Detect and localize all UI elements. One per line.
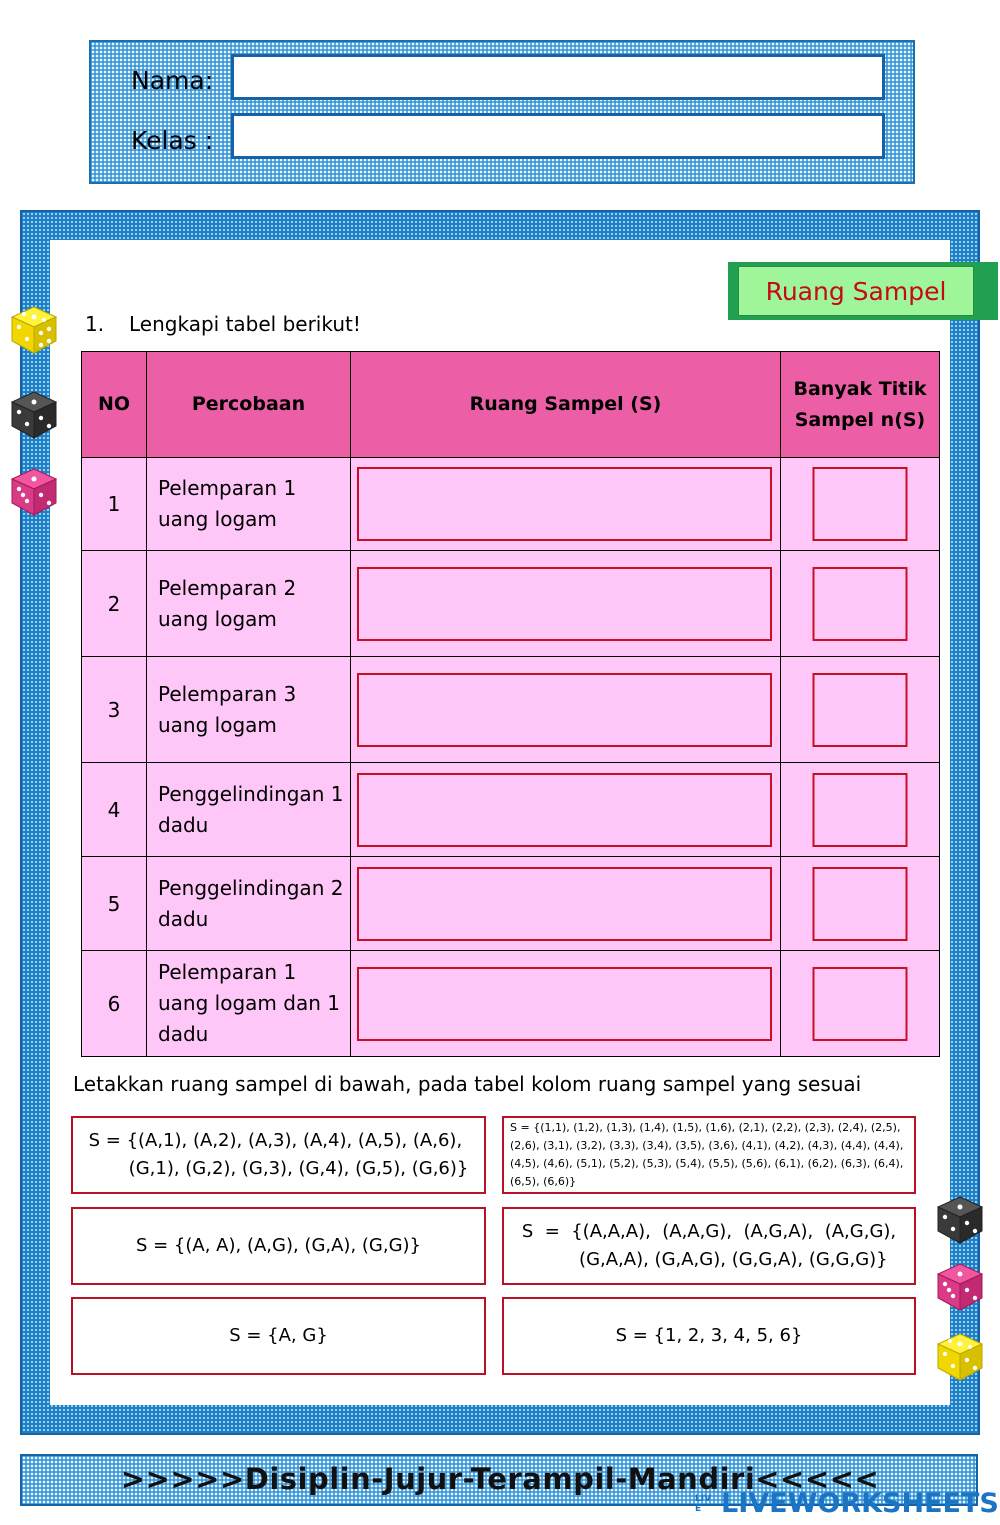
watermark-logo: LIVE — [695, 1493, 712, 1514]
instruction-number: 1. — [85, 312, 105, 336]
count-input[interactable] — [813, 673, 908, 747]
table-row — [82, 763, 940, 857]
sample-space-drop-zone[interactable] — [357, 567, 772, 641]
sample-space-cell — [351, 763, 781, 857]
count-cell — [781, 763, 940, 857]
sample-space-table — [81, 351, 940, 1057]
table-header-row — [82, 352, 940, 458]
count-cell — [781, 551, 940, 657]
answer-card-coin-and-die[interactable] — [71, 1116, 486, 1194]
yellow-dice-icon — [8, 303, 60, 355]
row-trial: Pelemparan 2 uang logam — [147, 551, 351, 657]
table-row — [82, 951, 940, 1057]
count-cell — [781, 458, 940, 551]
pink-dice-icon — [934, 1260, 986, 1312]
section-title: Ruang Sampel — [738, 266, 974, 316]
liveworksheets-watermark — [695, 1488, 999, 1519]
row-trial: Penggelindingan 2 dadu — [147, 857, 351, 951]
row-no: 2 — [82, 551, 147, 657]
sample-space-cell — [351, 657, 781, 763]
count-input[interactable] — [813, 967, 908, 1041]
row-no: 1 — [82, 458, 147, 551]
black-dice-icon — [8, 388, 60, 440]
sample-space-cell — [351, 951, 781, 1057]
drag-instruction: Letakkan ruang sampel di bawah, pada tabel kolom ruang sampel yang sesuai — [73, 1072, 862, 1096]
name-input[interactable] — [231, 54, 885, 100]
header-count — [781, 352, 940, 458]
student-info-header — [89, 40, 915, 184]
footer-motto: >>>>>Disiplin-Jujur-Terampil-Mandiri<<<<< — [120, 1462, 880, 1496]
sample-space-drop-zone[interactable] — [357, 467, 772, 541]
count-input[interactable] — [813, 567, 908, 641]
class-input[interactable] — [231, 113, 885, 159]
answer-text: S = {1, 2, 3, 4, 5, 6} — [615, 1325, 803, 1346]
sample-space-drop-zone[interactable] — [357, 673, 772, 747]
row-no: 5 — [82, 857, 147, 951]
row-trial: Penggelindingan 1 dadu — [147, 763, 351, 857]
yellow-dice-icon — [934, 1330, 986, 1382]
count-cell — [781, 951, 940, 1057]
count-cell — [781, 657, 940, 763]
header-count-text: Banyak Titik Sampel n(S) — [793, 377, 927, 431]
watermark-text: LIVEWORKSHEETS — [721, 1488, 999, 1519]
row-no: 3 — [82, 657, 147, 763]
table-row — [82, 458, 940, 551]
header-trial: Percobaan — [147, 352, 351, 458]
count-cell — [781, 857, 940, 951]
row-no: 6 — [82, 951, 147, 1057]
answer-text: S = {A, G} — [229, 1325, 328, 1346]
answer-card-two-coins[interactable] — [71, 1207, 486, 1285]
class-label: Kelas : — [131, 126, 214, 155]
row-trial: Pelemparan 1 uang logam — [147, 458, 351, 551]
answer-card-one-die[interactable] — [502, 1297, 916, 1375]
row-trial: Pelemparan 3 uang logam — [147, 657, 351, 763]
header-sample-space: Ruang Sampel (S) — [351, 352, 781, 458]
header-no: NO — [82, 352, 147, 458]
table-row — [82, 551, 940, 657]
sample-space-cell — [351, 857, 781, 951]
name-label: Nama: — [131, 66, 214, 95]
pink-dice-icon — [8, 465, 60, 517]
sample-space-drop-zone[interactable] — [357, 967, 772, 1041]
answer-text: S = {(A, A), (A,G), (G,A), (G,G)} — [135, 1235, 422, 1256]
instruction-text: Lengkapi tabel berikut! — [129, 312, 361, 336]
answer-text: S = {(A,1), (A,2), (A,3), (A,4), (A,5), (A,6), (G,1), (G,2), (G,3), (G,4), (G,5), (G,6)} — [88, 1130, 469, 1179]
row-trial: Pelemparan 1 uang logam dan 1 dadu — [147, 951, 351, 1057]
sample-space-drop-zone[interactable] — [357, 867, 772, 941]
answer-card-two-dice[interactable] — [502, 1116, 916, 1194]
sample-space-drop-zone[interactable] — [357, 773, 772, 847]
sample-space-cell — [351, 458, 781, 551]
table-row — [82, 657, 940, 763]
instruction — [85, 312, 361, 336]
answer-card-three-coins[interactable] — [502, 1207, 916, 1285]
row-no: 4 — [82, 763, 147, 857]
answer-text: S = {(1,1), (1,2), (1,3), (1,4), (1,5), (1,6), (2,1), (2,2), (2,3), (2,4), (2,5), (2,6), (3,1), (3,2), (3,3), (3,4), (3,5), (3,6), (4,1), (4,2), (4,3), (4,4), (4,4), (4,5), (4,6), (5,1), (5,2), (5,3), (5,4), (5,5), (5,6), (6,1), (6,2), (6,3), (6,4), (6,5), (6,6)} — [510, 1121, 904, 1188]
sample-space-cell — [351, 551, 781, 657]
count-input[interactable] — [813, 467, 908, 541]
answer-text: S = {(A,A,A), (A,A,G), (A,G,A), (A,G,G), (G,A,A), (G,A,G), (G,G,A), (G,G,G)} — [521, 1221, 897, 1270]
count-input[interactable] — [813, 773, 908, 847]
count-input[interactable] — [813, 867, 908, 941]
black-dice-icon — [934, 1193, 986, 1245]
answer-card-one-coin[interactable] — [71, 1297, 486, 1375]
table-row — [82, 857, 940, 951]
